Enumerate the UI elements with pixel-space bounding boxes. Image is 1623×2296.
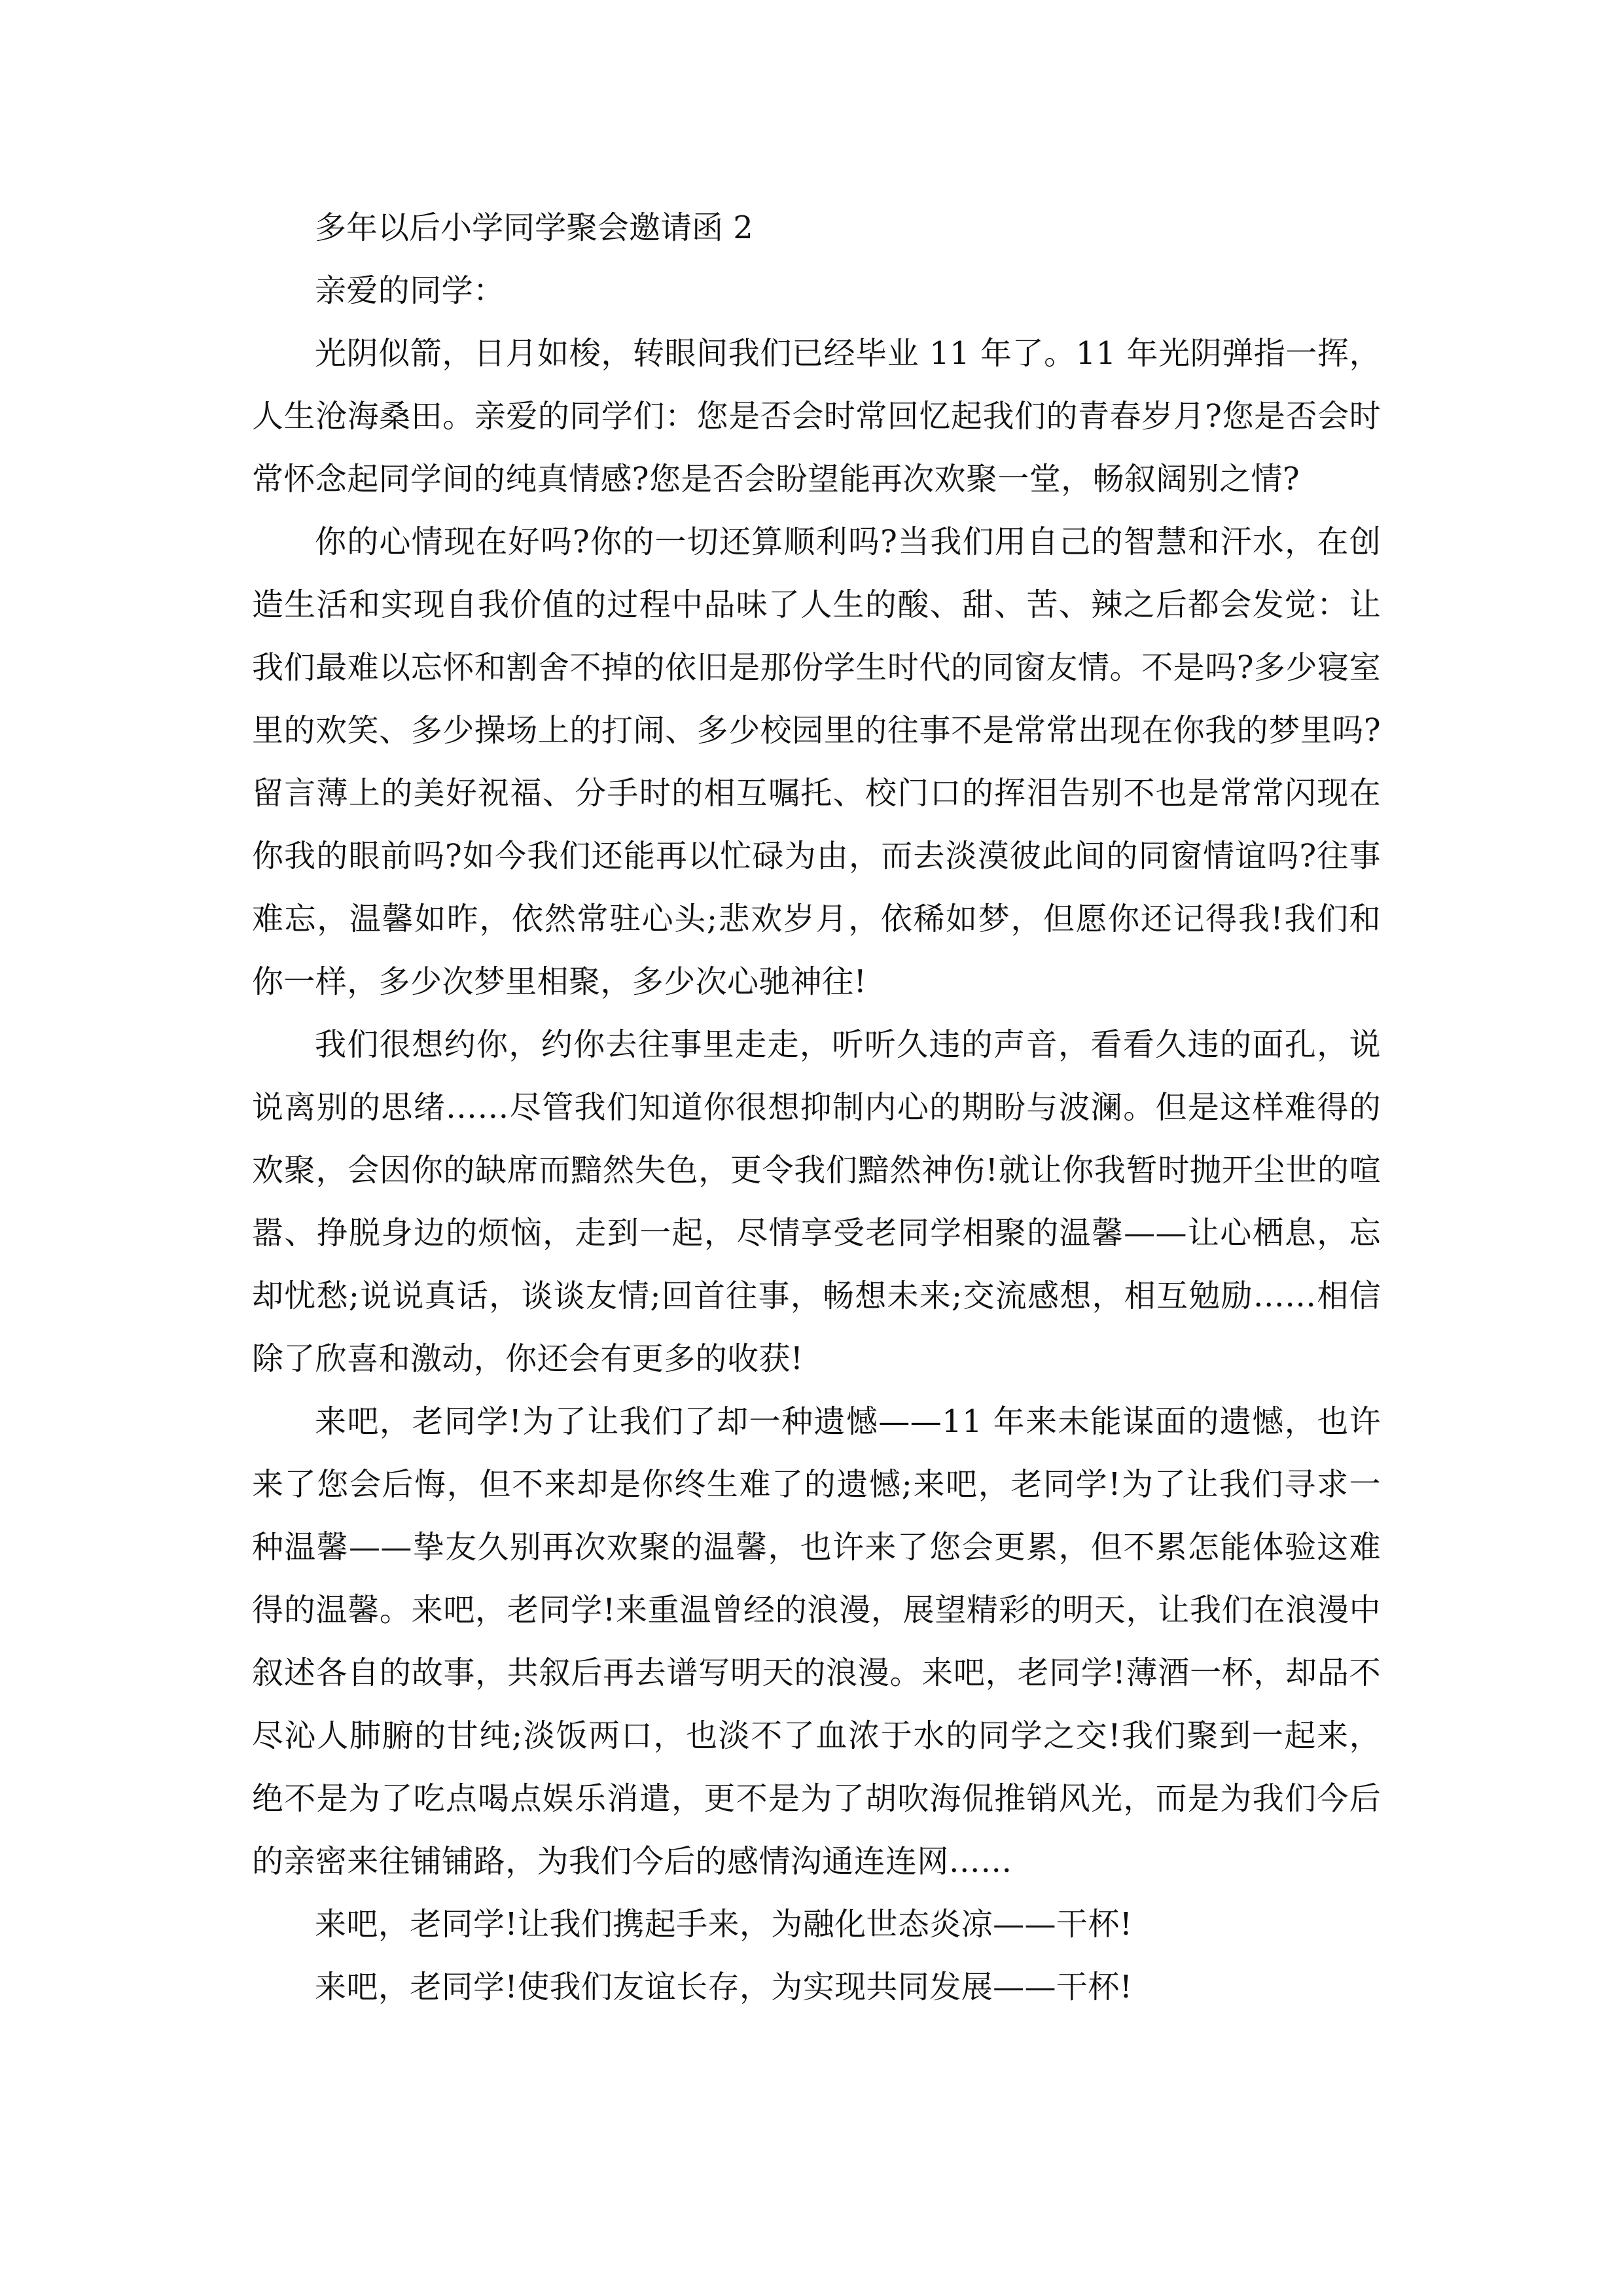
paragraph: 我们很想约你，约你去往事里走走，听听久违的声音，看看久违的面孔，说说离别的思绪……尽管我们知道你很想抑制内心的期盼与波澜。但是这样难得的欢聚，会因你的缺席而黯然失色，更令我们黯然神伤!就让你我暂时抛开尘世的喧嚣、挣脱身边的烦恼，走到一起，尽情享受老同学相聚的温馨——让心栖息，忘却忧愁;说说真话，谈谈友情;回首往事，畅想未来;交流感想，相互勉励……相信除了欣喜和激动，你还会有更多的收获! — [252, 1026, 1381, 1377]
paragraph: 光阴似箭，日月如梭，转眼间我们已经毕业 11 年了。11 年光阴弹指一挥，人生沧海桑田。亲爱的同学们：您是否会时常回忆起我们的青春岁月?您是否会时常怀念起同学间的纯真情感?您是否会盼望能再次欢聚一堂，畅叙阔别之情? — [252, 335, 1381, 497]
toast-line: 来吧，老同学!让我们携起手来，为融化世态炎凉——干杯! — [315, 1906, 1133, 1943]
document-body — [252, 196, 1381, 2018]
paragraph: 来吧，老同学!为了让我们了却一种遗憾——11 年来未能谋面的遗憾，也许来了您会后悔，但不来却是你终生难了的遗憾;来吧，老同学!为了让我们寻求一种温馨——挚友久别再次欢聚的温馨，也许来了您会更累，但不累怎能体验这难得的温馨。来吧，老同学!来重温曾经的浪漫，展望精彩的明天，让我们在浪漫中叙述各自的故事，共叙后再去谱写明天的浪漫。来吧，老同学!薄酒一杯，却品不尽沁人肺腑的甘纯;淡饭两口，也淡不了血浓于水的同学之交!我们聚到一起来，绝不是为了吃点喝点娱乐消遣，更不是为了胡吹海侃推销风光，而是为我们今后的亲密来往铺铺路，为我们今后的感情沟通连连网…… — [252, 1403, 1381, 1880]
document-title: 多年以后小学同学聚会邀请函 2 — [315, 209, 753, 246]
salutation: 亲爱的同学： — [315, 272, 505, 309]
paragraph: 你的心情现在好吗?你的一切还算顺利吗?当我们用自己的智慧和汗水，在创造生活和实现自我价值的过程中品味了人生的酸、甜、苦、辣之后都会发觉：让我们最难以忘怀和割舍不掉的依旧是那份学生时代的同窗友情。不是吗?多少寝室里的欢笑、多少操场上的打闹、多少校园里的往事不是常常出现在你我的梦里吗?留言薄上的美好祝福、分手时的相互嘱托、校门口的挥泪告别不也是常常闪现在你我的眼前吗?如今我们还能再以忙碌为由，而去淡漠彼此间的同窗情谊吗?往事难忘，温馨如昨，依然常驻心头;悲欢岁月，依稀如梦，但愿你还记得我!我们和你一样，多少次梦里相聚，多少次心驰神往! — [252, 524, 1381, 1000]
toast-line: 来吧，老同学!使我们友谊长存，为实现共同发展——干杯! — [315, 1969, 1133, 2005]
